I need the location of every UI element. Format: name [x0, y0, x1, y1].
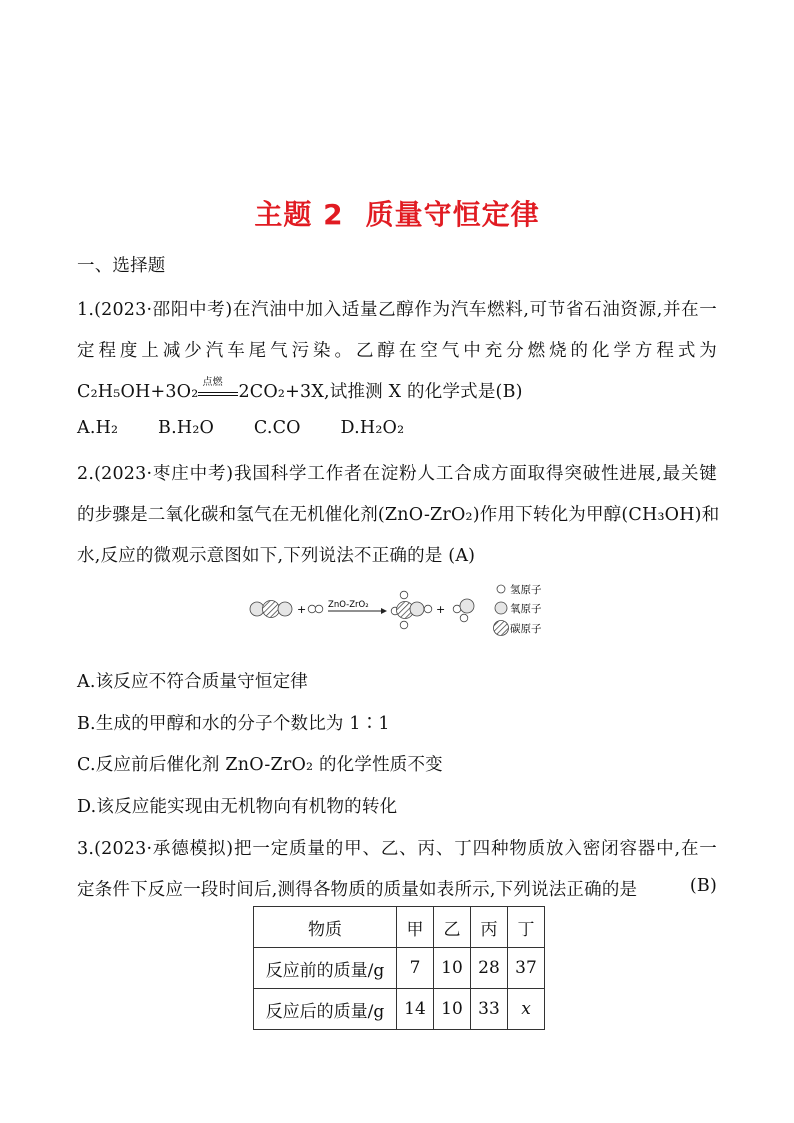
table-cell: 反应前的质量/g [254, 948, 397, 989]
q1-eq-right: 2CO₂+3X,试推测 X 的化学式是(B) [238, 382, 523, 402]
q2-line3: 水,反应的微观示意图如下,下列说法不正确的是 (A) [77, 546, 476, 566]
q1-line2: 定程度上减少汽车尾气污染。乙醇在空气中充分燃烧的化学方程式为 [77, 341, 717, 361]
q2-option: D.该反应能实现由无机物向有机物的转化 [77, 797, 398, 817]
q1-option: D.H₂O₂ [340, 418, 405, 438]
table-row [254, 948, 545, 989]
reaction-diagram [245, 580, 565, 640]
h2-molecule [308, 605, 323, 613]
methanol-molecule [391, 591, 432, 629]
q1-eq-left: C₂H₅OH+3O₂ [77, 382, 199, 402]
q2-line1: 2.(2023·枣庄中考)我国科学工作者在淀粉人工合成方面取得突破性进展,最关键 [77, 464, 717, 484]
reaction-condition: 点燃 [202, 376, 223, 388]
table-header: 甲 [397, 907, 434, 948]
legend-hydrogen: 氢原子 [510, 584, 542, 596]
water-molecule [453, 599, 474, 622]
title-number: 主题 2 [254, 198, 344, 231]
q2-option: A.该反应不符合质量守恒定律 [77, 672, 308, 692]
co2-molecule [250, 601, 292, 618]
table-header: 丁 [508, 907, 545, 948]
table-cell: 33 [471, 989, 508, 1030]
title-text: 质量守恒定律 [365, 198, 540, 231]
section-heading: 一、选择题 [77, 256, 166, 276]
legend-carbon: 碳原子 [510, 623, 542, 635]
table-cell: 10 [434, 989, 471, 1030]
q1-line1: 1.(2023·邵阳中考)在汽油中加入适量乙醇作为汽车燃料,可节省石油资源,并在一 [77, 300, 717, 320]
q2-line2: 的步骤是二氧化碳和氢气在无机催化剂(ZnO-ZrO₂)作用下转化为甲醇(CH₃OH)和 [77, 505, 720, 525]
q1-equation [77, 378, 523, 403]
q1-option: C.CO [253, 418, 301, 438]
q1-option: A.H₂ [77, 418, 119, 438]
table-cell: 7 [397, 948, 434, 989]
table-header: 物质 [254, 907, 397, 948]
q3-line1: 3.(2023·承德模拟)把一定质量的甲、乙、丙、丁四种物质放入密闭容器中,在一 [77, 839, 717, 859]
table-header: 乙 [434, 907, 471, 948]
table-cell: 反应后的质量/g [254, 989, 397, 1030]
table-cell: x [508, 989, 545, 1030]
table-cell: 37 [508, 948, 545, 989]
mass-table [253, 906, 545, 1030]
table-cell: 14 [397, 989, 434, 1030]
q1-options [77, 418, 438, 438]
table-header: 丙 [471, 907, 508, 948]
table-row [254, 989, 545, 1030]
plus-sign: + [436, 603, 446, 616]
q2-option: B.生成的甲醇和水的分子个数比为 1∶1 [77, 714, 390, 734]
reaction-arrow [198, 376, 238, 399]
table-cell: 28 [471, 948, 508, 989]
plus-sign: + [297, 603, 307, 616]
q1-option: B.H₂O [158, 418, 215, 438]
table-header-row [254, 907, 545, 948]
legend-oxygen: 氧原子 [510, 603, 542, 615]
table-cell: 10 [434, 948, 471, 989]
q3-line2: 定条件下反应一段时间后,测得各物质的质量如表所示,下列说法正确的是 [77, 880, 638, 900]
diagram-legend [494, 583, 542, 636]
page-title [0, 193, 794, 233]
q3-answer: (B) [689, 876, 717, 896]
catalyst-label: ZnO-ZrO₂ [328, 600, 369, 610]
q2-option: C.反应前后催化剂 ZnO-ZrO₂ 的化学性质不变 [77, 755, 443, 775]
